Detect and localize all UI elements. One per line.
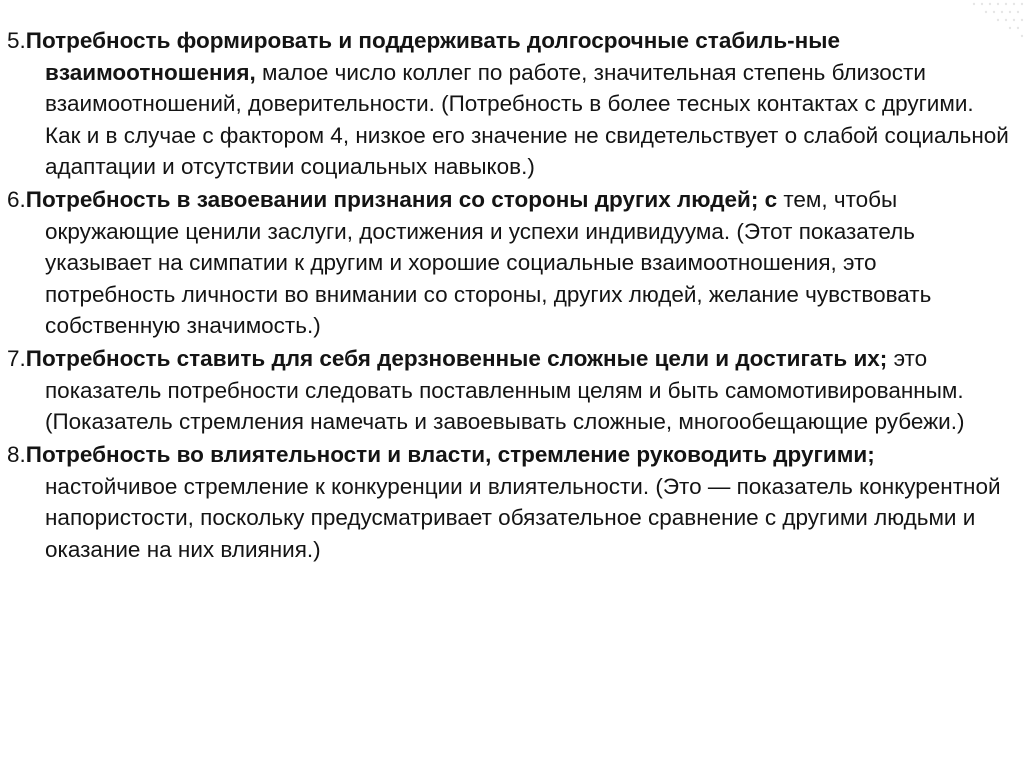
item-number: 5. (7, 28, 26, 53)
item-heading: Потребность формировать и поддерживать долгосрочные стабиль-ные взаимоотношения, (25, 28, 840, 85)
item-heading: Потребность ставить для себя дерзновенные сложные цели и достигать их; (25, 346, 888, 371)
item-number: 7. (7, 346, 26, 371)
item-description: тем, чтобы окружающие ценили заслуги, достижения и успехи индивидуума. (Этот показатель указывает на симпатии к другим и хорошие социальные взаимоотношения, это потребность личности во внимании со стороны, других людей, желание чувствовать собственную значимость.) (45, 187, 932, 338)
item-heading: Потребность во влиятельности и власти, стремление руководить другими; (25, 442, 875, 467)
list-item-6 (7, 184, 1012, 342)
item-number: 8. (7, 442, 26, 467)
item-number: 6. (7, 187, 26, 212)
item-description: это показатель потребности следовать поставленным целям и быть самомотивированным. (Показатель стремления намечать и завоевывать сложные, многообещающие рубежи.) (45, 346, 965, 434)
list-item-8 (7, 439, 1012, 565)
list-item-7 (7, 343, 1012, 438)
item-description: малое число коллег по работе, значительная степень близости взаимоотношений, доверительности. (Потребность в более тесных контактах с другими. Как и в случае с фактором 4, низкое его значение не свидетельствует о слабой социальной адаптации и отсутствии социальных навыков.) (45, 59, 1009, 179)
item-description: настойчивое стремление к конкуренции и влиятельности. (Это — показатель конкурентной напористости, поскольку предусматривает обязательное сравнение с другими людьми и оказание на них влияния.) (45, 473, 1001, 562)
list-item-5 (7, 25, 1012, 183)
numbered-list (7, 25, 1012, 567)
item-heading: Потребность в завоевании признания со стороны других людей; с (25, 187, 778, 212)
